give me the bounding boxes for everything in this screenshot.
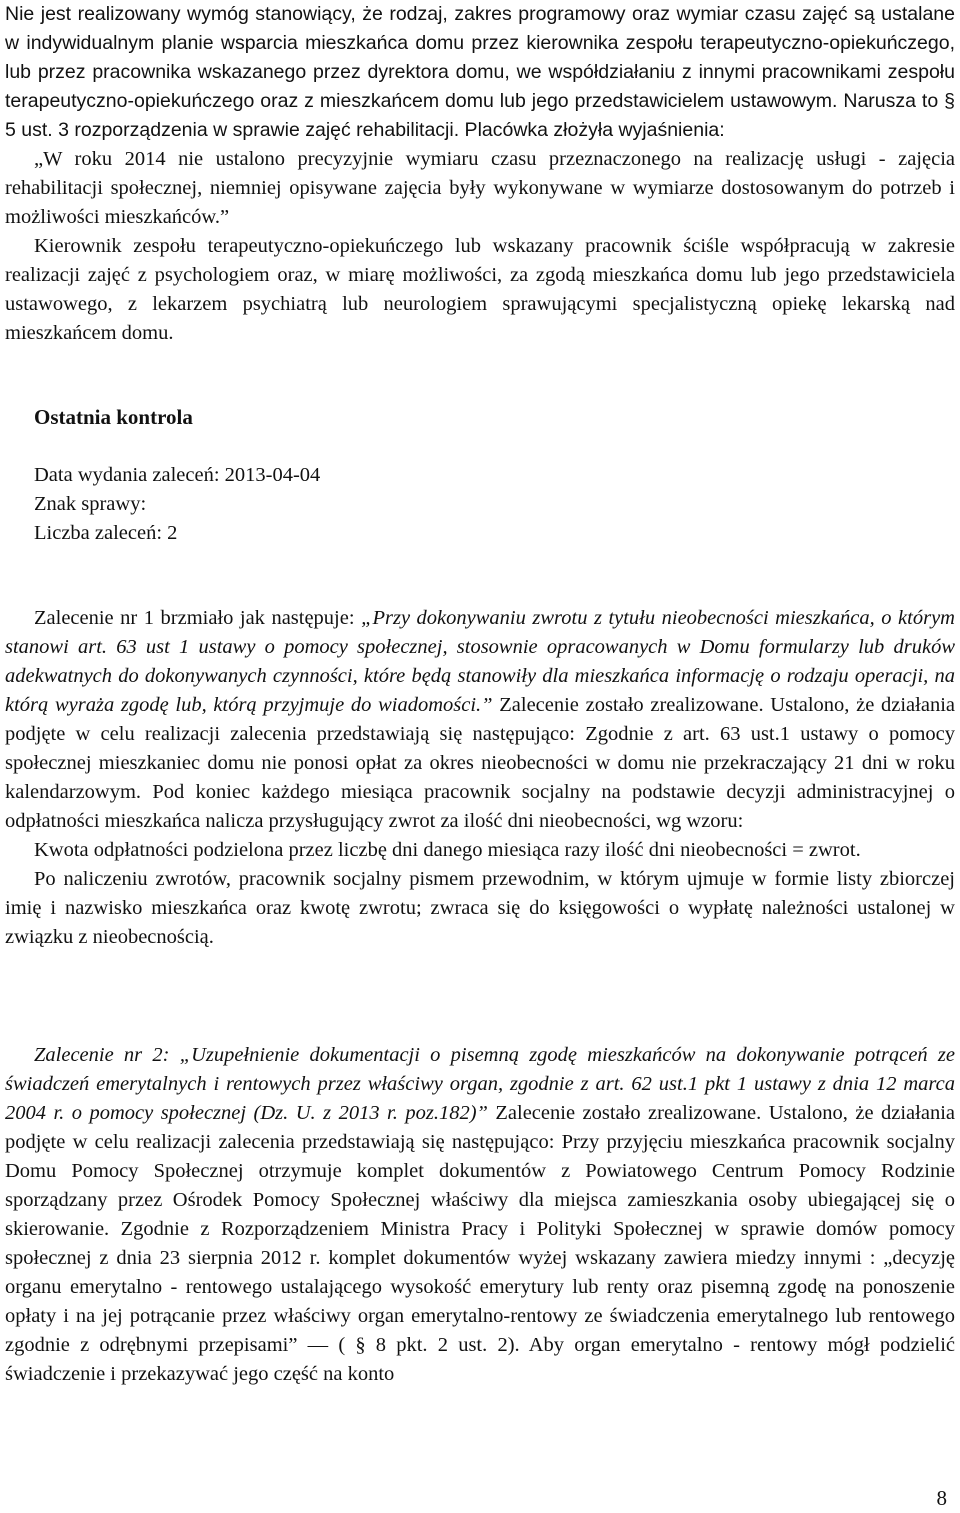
findings-paragraph <box>5 0 955 145</box>
explanation-quote: „W roku 2014 nie ustalono precyzyjnie wymiaru czasu przeznaczonego na realizację usługi - zajęcia rehabilitacji społecznej, niemniej opisywane zajęcia były wykonywane w wymiarze dostosowanym do potrzeb i możliwości mieszkańców.” <box>5 148 955 228</box>
refund-procedure: Po naliczeniu zwrotów, pracownik socjalny pismem przewodnim, w którym ujmuje w formie listy zbiorczej imię i nazwisko mieszkańca oraz kwotę zwrotu; zwraca się do księgowości o wypłatę należności ustalonej w związku z nieobecnością. <box>5 868 955 948</box>
recommendation-1-intro: Zalecenie nr 1 brzmiało jak następuje: <box>34 607 362 629</box>
recommendation-2-findings: Zalecenie zostało zrealizowane. Ustalono, że działania podjęte w celu realizacji zalecenia przedstawiają się następująco: Przy przyjęciu mieszkańca pracownik socjalny Domu Pomocy Społecznej otrzymuje komplet dokumentów z Powiatowego Centrum Pomocy Rodzinie sporządzany przez Ośrodek Pomocy Społecznej właściwy dla miejsca zamieszkania osoby ubiegającej się o skierowanie. Zgodnie z Rozporządzeniem Ministra Pracy i Polityki Społecznej w sprawie domów pomocy społecznej z dnia 23 sierpnia 2012 r. komplet dokumentów wyżej wskazany zawiera miedzy innymi : „decyzję organu emerytalno - rentowego ustalającego wysokość emerytury lub renty oraz pisemną zgodę na ponoszenie opłaty i na jej potrącanie przez właściwy organ emerytalno-rentowy ze świadczenia emerytalnego lub rentowego zgodnie z odrębnymi przepisami” — ( § 8 pkt. 2 ust. 2). Aby organ emerytalno - rentowy mógł podzielić świadczenie i przekazywać jego część na konto <box>5 1102 955 1385</box>
inspection-metadata <box>5 461 955 548</box>
recommendation-count-line: Liczba zaleceń: 2 <box>34 522 178 544</box>
section-findings <box>5 0 955 348</box>
page-number: 8 <box>936 1486 947 1510</box>
last-inspection-heading: Ostatnia kontrola <box>34 405 193 429</box>
case-number-line: Znak sprawy: <box>34 493 147 515</box>
recommendation-1-paragraph <box>5 604 955 836</box>
explanations-intro: Placówka złożyła wyjaśnienia: <box>459 119 725 141</box>
last-inspection-section <box>5 403 955 432</box>
recommendation-1-findings: Zalecenie zostało zrealizowane. Ustalono, że działania podjęte w celu realizacji zalecenia przedstawiają się następująco: Zgodnie z art. 63 ust.1 ustawy o pomocy społecznej mieszkaniec domu nie ponosi opłat za okres nieobecności w domu nie przekraczający 21 dni w roku kalendarzowym. Pod koniec każdego miesiąca pracownik socjalny na podstawie decyzji administracyjnej o odpłatności mieszkańca nalicza przysługujący zwrot za ilość dni nieobecności, wg wzoru: <box>5 694 955 832</box>
recommendation-2-paragraph <box>5 1041 955 1389</box>
recommendation-2 <box>5 1041 955 1389</box>
manager-paragraph: Kierownik zespołu terapeutyczno-opiekuńczego lub wskazany pracownik ściśle współpracują w zakresie realizacji zajęć z psychologiem oraz, w miarę możliwości, za zgodą mieszkańca domu lub jego przedstawiciela ustawowego, z lekarzem psychiatrą lub neurologiem sprawującymi specjalistyczną opiekę lekarską nad mieszkańcem domu. <box>5 235 955 344</box>
refund-formula: Kwota odpłatności podzielona przez liczbę dni danego miesiąca razy ilość dni nieobecności = zwrot. <box>34 839 861 861</box>
document-page <box>5 0 955 1513</box>
issue-date-line: Data wydania zaleceń: 2013-04-04 <box>34 464 321 486</box>
recommendation-1 <box>5 604 955 952</box>
recommendation-2-quote: Zalecenie nr 2: „Uzupełnienie dokumentacji o pisemną zgodę mieszkańców na dokonywanie potrąceń ze świadczeń emerytalnych i rentowych przez właściwy organ, zgodnie z art. 62 ust.1 pkt 1 ustawy z dnia 12 marca 2004 r. o pomocy społecznej (Dz. U. z 2013 r. poz.182)” <box>5 1044 955 1124</box>
recommendation-1-quote: „Przy dokonywaniu zwrotu z tytułu nieobecności mieszkańca, o którym stanowi art. 63 ust 1 ustawy o pomocy społecznej, stosownie opracowanych w Domu formularzy lub druków adekwatnych do dokonywanych czynności, które będą stanowiły dla mieszkańca informację o rodzaju operacji, na którą wyraża zgodę lub, którą przyjmuje do wiadomości.” <box>5 607 955 716</box>
findings-text-sans: Nie jest realizowany wymóg stanowiący, że rodzaj, zakres programowy oraz wymiar czasu zajęć są ustalane w indywidualnym planie wsparcia mieszkańca domu przez kierownika zespołu terapeutyczno-opiekuńczego, lub przez pracownika wskazanego przez dyrektora domu, we współdziałaniu z innymi pracownikami zespołu terapeutyczno-opiekuńczego oraz z mieszkańcem domu lub jego przedstawicielem ustawowym. Narusza to § 5 ust. 3 rozporządzenia w sprawie zajęć rehabilitacji. <box>5 3 955 141</box>
